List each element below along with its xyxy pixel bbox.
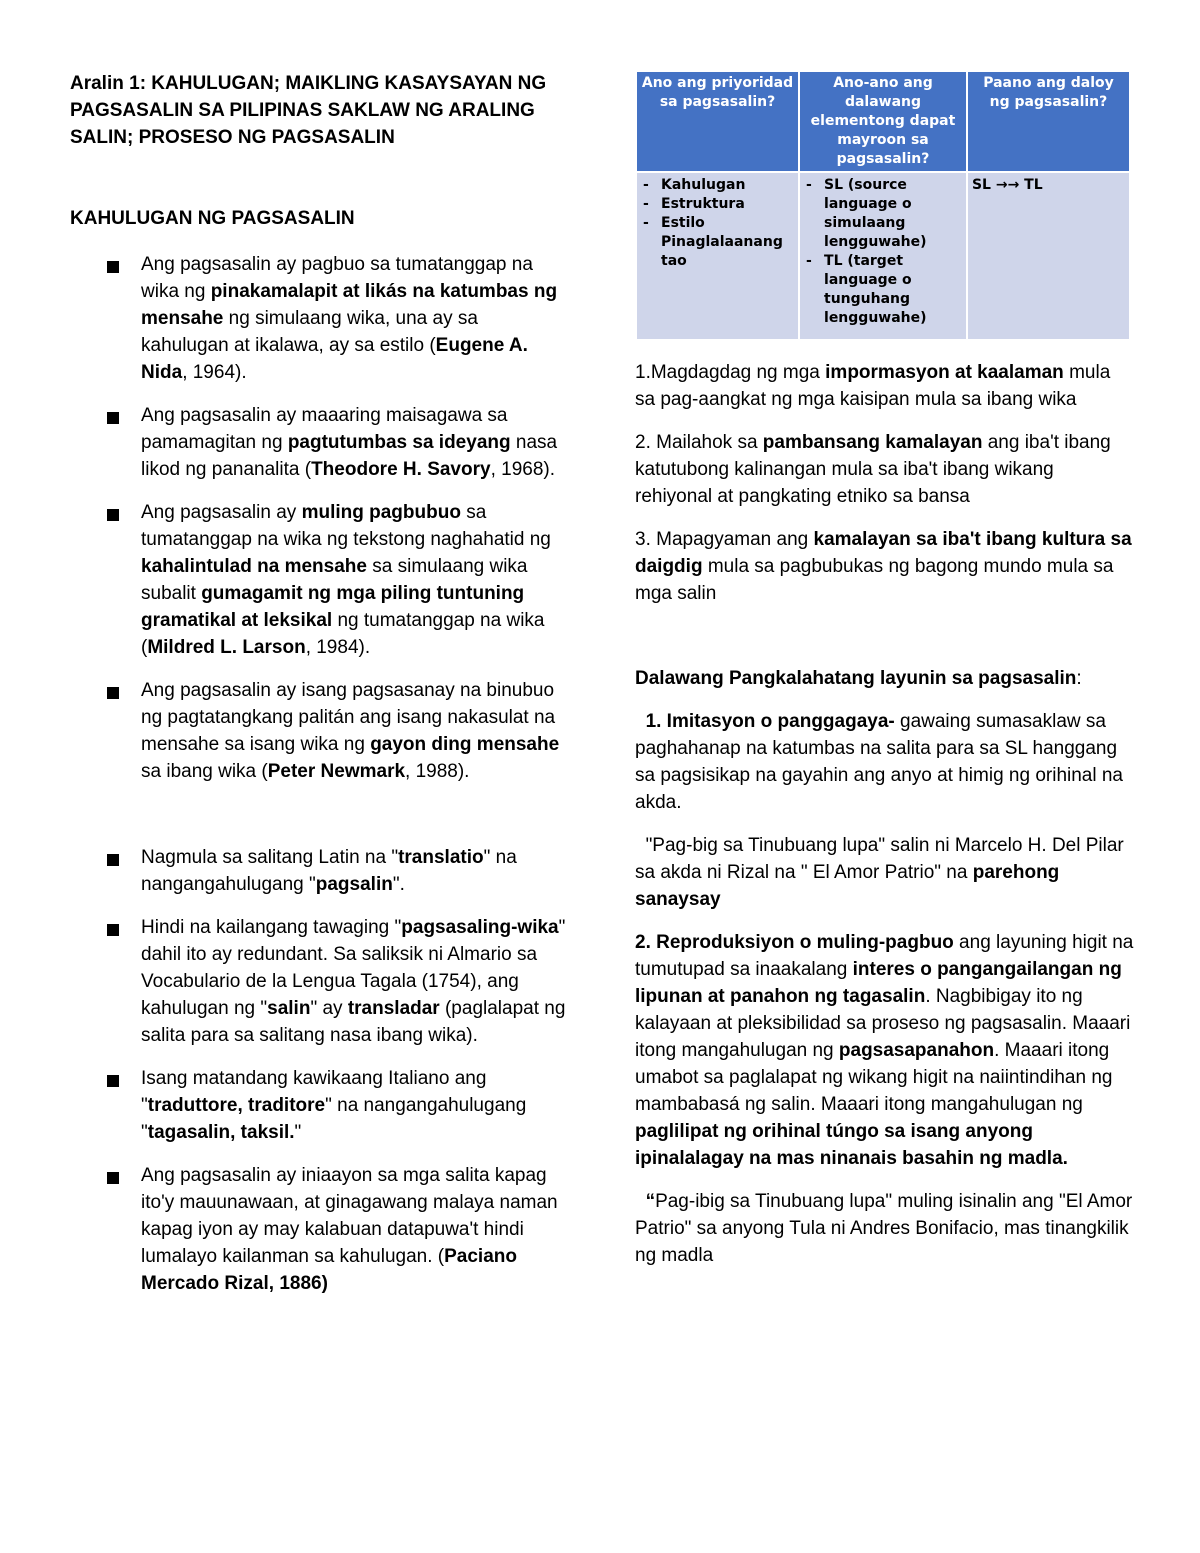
list-item: - TL (target language o tunguhang lengguwahe): [804, 252, 962, 328]
list-item: Nagmula sa salitang Latin na "translatio" na nangangahulugang "pagsalin".: [70, 844, 570, 898]
paragraph: 2. Mailahok sa pambansang kamalayan ang iba't ibang katutubong kalinangan mula sa iba't ibang wikang rehiyonal at pangkating etniko sa bansa: [635, 432, 1111, 507]
list-item: Ang pagsasalin ay isang pagsasanay na binubuo ng pagtatangkang palitán ang isang nakasulat na mensahe sa isang wika ng gayon ding mensahe sa ibang wika (Peter Newmark, 1988).: [70, 677, 570, 785]
paragraph: 2. Reproduksiyon o muling-pagbuo ang layuning higit na tumutupad sa inaakalang interes o pangangailangan ng lipunan at panahon ng tagasalin. Nagbibigay ito ng kalayaan at pleksibilidad sa proseso ng pagsasalin. Maaari itong mangahulugan ng pagsasapanahon. Maaari itong umabot sa paglalapat ng wikang higit na naiintindihan ng mambabasá ng salin. Maaari itong mangahulugan ng paglilipat ng orihinal túngo sa isang anyong ipinalalagay na mas ninanais basahin ng madla.: [635, 932, 1134, 1169]
table-cell: [799, 172, 967, 340]
table-header: Ano ang priyoridad sa pagsasalin?: [636, 71, 799, 172]
paragraph: “Pag-ibig sa Tinubuang lupa" muling isinalin ang "El Amor Patrio" sa anyong Tula ni Andres Bonifacio, mas tinangkilik ng madla: [635, 1191, 1133, 1266]
definition-list: [70, 251, 570, 1297]
bullet-square-icon: [107, 687, 119, 699]
list-item: Ang pagsasalin ay muling pagbubuo sa tumatanggap na wika ng tekstong naghahatid ng kahalintulad na mensahe sa simulaang wika subalit gumagamit ng mga piling tuntuning gramatikal at leksikal ng tumatanggap na wika (Mildred L. Larson, 1984).: [70, 499, 570, 661]
bullet-square-icon: [107, 261, 119, 273]
list-item: Ang pagsasalin ay pagbuo sa tumatanggap na wika ng pinakamalapit at likás na katumbas ng mensahe ng simulaang wika, una ay sa kahulugan at ikalawa, ay sa estilo (Eugene A. Nida, 1964).: [70, 251, 570, 386]
table-header: Paano ang daloy ng pagsasalin?: [967, 71, 1130, 172]
paragraph: 1.Magdagdag ng mga impormasyon at kaalaman mula sa pag-aangkat ng mga kaisipan mula sa ibang wika: [635, 362, 1111, 410]
list-item: - SL (source language o simulaang lengguwahe): [804, 176, 962, 252]
list-item: Hindi na kailangang tawaging "pagsasaling-wika" dahil ito ay redundant. Sa saliksik ni Almario sa Vocabulario de la Lengua Tagala (1754), ang kahulugan ng "salin" ay transladar (paglalapat ng salita para sa salitang nasa ibang wika).: [70, 914, 570, 1049]
list-item: - Estruktura: [641, 195, 794, 214]
priority-table: [635, 70, 1131, 341]
bullet-square-icon: [107, 509, 119, 521]
bullet-square-icon: [107, 854, 119, 866]
bullet-square-icon: [107, 1075, 119, 1087]
list-item: - Kahulugan: [641, 176, 794, 195]
list-item: - Estilo Pinaglalaanang tao: [641, 214, 794, 271]
paragraph: 3. Mapagyaman ang kamalayan sa iba't ibang kultura sa daigdig mula sa pagbubukas ng bagong mundo mula sa mga salin: [635, 529, 1132, 604]
goals-heading: Dalawang Pangkalahatang layunin sa pagsasalin:: [635, 668, 1082, 689]
paragraph: 1. Imitasyon o panggagaya- gawaing sumasaklaw sa paghahanap na katumbas na salita para sa SL hanggang sa pagsisikap na gayahin ang anyo at himig ng orihinal na akda.: [635, 711, 1123, 813]
list-item: Isang matandang kawikaang Italiano ang "traduttore, traditore" na nangangahulugang "tagasalin, taksil.": [70, 1065, 570, 1146]
bullet-square-icon: [107, 1172, 119, 1184]
paragraph: "Pag-big sa Tinubuang lupa" salin ni Marcelo H. Del Pilar sa akda ni Rizal na " El Amor Patrio" na parehong sanaysay: [635, 835, 1124, 910]
table-cell: SL →→ TL: [967, 172, 1130, 340]
bullet-square-icon: [107, 924, 119, 936]
left-column: [70, 70, 570, 1297]
table-header: Ano-ano ang dalawang elementong dapat mayroon sa pagsasalin?: [799, 71, 967, 172]
bullet-square-icon: [107, 412, 119, 424]
list-item: Ang pagsasalin ay maaaring maisagawa sa pamamagitan ng pagtutumbas sa ideyang nasa likod ng pananalita (Theodore H. Savory, 1968).: [70, 402, 570, 483]
lesson-title: Aralin 1: KAHULUGAN; MAIKLING KASAYSAYAN NG PAGSASALIN SA PILIPINAS SAKLAW NG ARALING SALIN; PROSESO NG PAGSASALIN: [70, 73, 547, 148]
table-cell: [636, 172, 799, 340]
list-item: Ang pagsasalin ay iniaayon sa mga salita kapag ito'y mauunawaan, at ginagawang malaya naman kapag iyon ay may kalabuan datapuwa't hindi lumalayo kailanman sa kahulugan. (Paciano Mercado Rizal, 1886): [70, 1162, 570, 1297]
right-column: [635, 70, 1135, 1269]
section-heading: KAHULUGAN NG PAGSASALIN: [70, 208, 355, 229]
